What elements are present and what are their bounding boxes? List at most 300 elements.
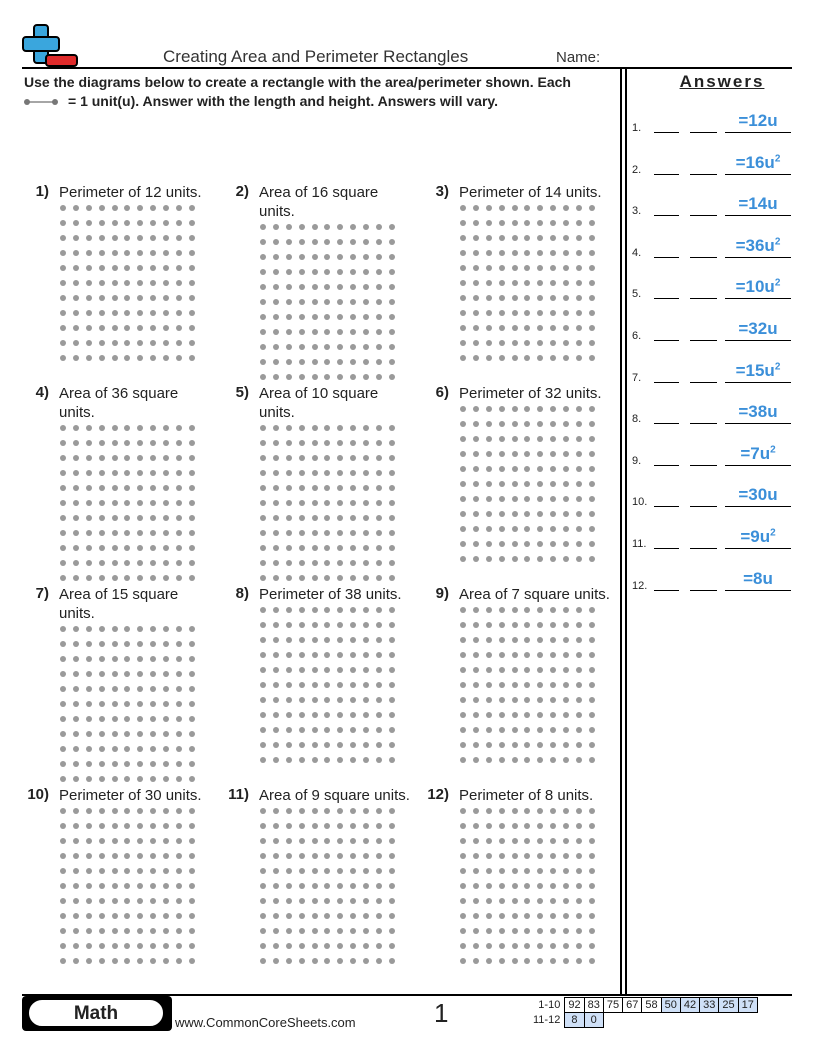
grid-dot[interactable] [460, 541, 466, 547]
grid-dot[interactable] [499, 355, 505, 361]
grid-dot[interactable] [363, 359, 369, 365]
grid-dot[interactable] [589, 295, 595, 301]
grid-dot[interactable] [60, 898, 66, 904]
grid-dot[interactable] [363, 329, 369, 335]
grid-dot[interactable] [537, 451, 543, 457]
grid-dot[interactable] [563, 682, 569, 688]
grid-dot[interactable] [589, 556, 595, 562]
grid-dot[interactable] [576, 808, 582, 814]
grid-dot[interactable] [312, 440, 318, 446]
grid-dot[interactable] [299, 470, 305, 476]
grid-dot[interactable] [286, 652, 292, 658]
grid-dot[interactable] [363, 500, 369, 506]
grid-dot[interactable] [299, 727, 305, 733]
grid-dot[interactable] [350, 500, 356, 506]
grid-dot[interactable] [124, 868, 130, 874]
grid-dot[interactable] [524, 853, 530, 859]
grid-dot[interactable] [389, 853, 395, 859]
grid-dot[interactable] [260, 485, 266, 491]
grid-dot[interactable] [550, 622, 556, 628]
grid-dot[interactable] [337, 808, 343, 814]
grid-dot[interactable] [286, 697, 292, 703]
grid-dot[interactable] [112, 656, 118, 662]
dot-grid[interactable] [460, 607, 595, 763]
grid-dot[interactable] [124, 853, 130, 859]
grid-dot[interactable] [99, 701, 105, 707]
grid-dot[interactable] [112, 671, 118, 677]
grid-dot[interactable] [124, 575, 130, 581]
grid-dot[interactable] [576, 205, 582, 211]
grid-dot[interactable] [99, 235, 105, 241]
grid-dot[interactable] [589, 682, 595, 688]
grid-dot[interactable] [60, 310, 66, 316]
grid-dot[interactable] [363, 823, 369, 829]
grid-dot[interactable] [363, 440, 369, 446]
grid-dot[interactable] [112, 545, 118, 551]
grid-dot[interactable] [563, 712, 569, 718]
grid-dot[interactable] [337, 485, 343, 491]
grid-dot[interactable] [473, 898, 479, 904]
grid-dot[interactable] [524, 868, 530, 874]
grid-dot[interactable] [73, 868, 79, 874]
grid-dot[interactable] [150, 455, 156, 461]
grid-dot[interactable] [73, 958, 79, 964]
grid-dot[interactable] [576, 943, 582, 949]
grid-dot[interactable] [176, 808, 182, 814]
grid-dot[interactable] [60, 716, 66, 722]
grid-dot[interactable] [299, 808, 305, 814]
grid-dot[interactable] [324, 440, 330, 446]
grid-dot[interactable] [389, 757, 395, 763]
grid-dot[interactable] [99, 250, 105, 256]
grid-dot[interactable] [176, 325, 182, 331]
grid-dot[interactable] [460, 853, 466, 859]
grid-dot[interactable] [537, 265, 543, 271]
grid-dot[interactable] [512, 943, 518, 949]
grid-dot[interactable] [73, 656, 79, 662]
grid-dot[interactable] [176, 656, 182, 662]
grid-dot[interactable] [537, 853, 543, 859]
grid-dot[interactable] [163, 220, 169, 226]
grid-dot[interactable] [86, 913, 92, 919]
grid-dot[interactable] [137, 958, 143, 964]
grid-dot[interactable] [350, 727, 356, 733]
answer-blank[interactable] [690, 298, 717, 299]
grid-dot[interactable] [324, 239, 330, 245]
grid-dot[interactable] [460, 838, 466, 844]
grid-dot[interactable] [499, 712, 505, 718]
grid-dot[interactable] [73, 701, 79, 707]
grid-dot[interactable] [299, 883, 305, 889]
grid-dot[interactable] [86, 823, 92, 829]
grid-dot[interactable] [60, 425, 66, 431]
grid-dot[interactable] [286, 500, 292, 506]
grid-dot[interactable] [389, 622, 395, 628]
grid-dot[interactable] [537, 727, 543, 733]
grid-dot[interactable] [260, 622, 266, 628]
grid-dot[interactable] [137, 530, 143, 536]
grid-dot[interactable] [389, 299, 395, 305]
grid-dot[interactable] [550, 421, 556, 427]
grid-dot[interactable] [260, 667, 266, 673]
grid-dot[interactable] [189, 325, 195, 331]
grid-dot[interactable] [260, 853, 266, 859]
grid-dot[interactable] [499, 928, 505, 934]
grid-dot[interactable] [589, 481, 595, 487]
grid-dot[interactable] [273, 652, 279, 658]
grid-dot[interactable] [563, 250, 569, 256]
grid-dot[interactable] [273, 530, 279, 536]
grid-dot[interactable] [299, 622, 305, 628]
grid-dot[interactable] [299, 485, 305, 491]
grid-dot[interactable] [376, 913, 382, 919]
grid-dot[interactable] [273, 470, 279, 476]
grid-dot[interactable] [499, 511, 505, 517]
grid-dot[interactable] [73, 898, 79, 904]
grid-dot[interactable] [163, 701, 169, 707]
grid-dot[interactable] [163, 470, 169, 476]
answer-blank[interactable] [654, 506, 679, 507]
grid-dot[interactable] [350, 958, 356, 964]
grid-dot[interactable] [73, 440, 79, 446]
grid-dot[interactable] [337, 224, 343, 230]
grid-dot[interactable] [589, 808, 595, 814]
grid-dot[interactable] [312, 485, 318, 491]
grid-dot[interactable] [376, 883, 382, 889]
grid-dot[interactable] [312, 682, 318, 688]
grid-dot[interactable] [499, 250, 505, 256]
grid-dot[interactable] [460, 295, 466, 301]
grid-dot[interactable] [99, 958, 105, 964]
grid-dot[interactable] [486, 406, 492, 412]
grid-dot[interactable] [337, 299, 343, 305]
grid-dot[interactable] [486, 541, 492, 547]
grid-dot[interactable] [273, 560, 279, 566]
grid-dot[interactable] [550, 883, 556, 889]
grid-dot[interactable] [486, 436, 492, 442]
grid-dot[interactable] [389, 575, 395, 581]
grid-dot[interactable] [273, 607, 279, 613]
grid-dot[interactable] [299, 928, 305, 934]
grid-dot[interactable] [363, 697, 369, 703]
grid-dot[interactable] [163, 310, 169, 316]
grid-dot[interactable] [376, 652, 382, 658]
grid-dot[interactable] [524, 280, 530, 286]
grid-dot[interactable] [576, 637, 582, 643]
grid-dot[interactable] [137, 686, 143, 692]
grid-dot[interactable] [73, 250, 79, 256]
grid-dot[interactable] [337, 898, 343, 904]
grid-dot[interactable] [312, 958, 318, 964]
grid-dot[interactable] [324, 545, 330, 551]
grid-dot[interactable] [363, 455, 369, 461]
grid-dot[interactable] [499, 466, 505, 472]
grid-dot[interactable] [112, 928, 118, 934]
grid-dot[interactable] [363, 607, 369, 613]
grid-dot[interactable] [286, 928, 292, 934]
grid-dot[interactable] [73, 575, 79, 581]
grid-dot[interactable] [486, 511, 492, 517]
grid-dot[interactable] [337, 374, 343, 380]
grid-dot[interactable] [460, 451, 466, 457]
grid-dot[interactable] [86, 355, 92, 361]
grid-dot[interactable] [524, 943, 530, 949]
grid-dot[interactable] [99, 220, 105, 226]
grid-dot[interactable] [189, 701, 195, 707]
grid-dot[interactable] [73, 205, 79, 211]
grid-dot[interactable] [150, 340, 156, 346]
grid-dot[interactable] [150, 823, 156, 829]
grid-dot[interactable] [550, 541, 556, 547]
grid-dot[interactable] [460, 712, 466, 718]
grid-dot[interactable] [486, 295, 492, 301]
grid-dot[interactable] [312, 742, 318, 748]
grid-dot[interactable] [524, 898, 530, 904]
grid-dot[interactable] [337, 500, 343, 506]
grid-dot[interactable] [273, 500, 279, 506]
grid-dot[interactable] [337, 560, 343, 566]
grid-dot[interactable] [137, 716, 143, 722]
grid-dot[interactable] [512, 652, 518, 658]
grid-dot[interactable] [337, 697, 343, 703]
grid-dot[interactable] [112, 470, 118, 476]
grid-dot[interactable] [189, 671, 195, 677]
grid-dot[interactable] [124, 626, 130, 632]
grid-dot[interactable] [550, 928, 556, 934]
grid-dot[interactable] [73, 761, 79, 767]
grid-dot[interactable] [163, 280, 169, 286]
grid-dot[interactable] [537, 898, 543, 904]
grid-dot[interactable] [60, 355, 66, 361]
grid-dot[interactable] [376, 485, 382, 491]
grid-dot[interactable] [376, 607, 382, 613]
grid-dot[interactable] [124, 220, 130, 226]
grid-dot[interactable] [260, 652, 266, 658]
grid-dot[interactable] [537, 958, 543, 964]
grid-dot[interactable] [473, 883, 479, 889]
grid-dot[interactable] [324, 853, 330, 859]
grid-dot[interactable] [163, 626, 169, 632]
grid-dot[interactable] [124, 515, 130, 521]
grid-dot[interactable] [537, 406, 543, 412]
grid-dot[interactable] [337, 254, 343, 260]
grid-dot[interactable] [376, 545, 382, 551]
grid-dot[interactable] [286, 913, 292, 919]
grid-dot[interactable] [260, 500, 266, 506]
grid-dot[interactable] [312, 757, 318, 763]
grid-dot[interactable] [512, 823, 518, 829]
grid-dot[interactable] [273, 254, 279, 260]
grid-dot[interactable] [524, 883, 530, 889]
grid-dot[interactable] [486, 451, 492, 457]
grid-dot[interactable] [363, 808, 369, 814]
grid-dot[interactable] [73, 500, 79, 506]
grid-dot[interactable] [350, 898, 356, 904]
grid-dot[interactable] [589, 355, 595, 361]
grid-dot[interactable] [176, 761, 182, 767]
grid-dot[interactable] [86, 776, 92, 782]
grid-dot[interactable] [576, 913, 582, 919]
grid-dot[interactable] [260, 958, 266, 964]
grid-dot[interactable] [460, 607, 466, 613]
grid-dot[interactable] [350, 269, 356, 275]
grid-dot[interactable] [73, 545, 79, 551]
grid-dot[interactable] [363, 652, 369, 658]
grid-dot[interactable] [537, 667, 543, 673]
grid-dot[interactable] [537, 697, 543, 703]
grid-dot[interactable] [499, 541, 505, 547]
grid-dot[interactable] [99, 500, 105, 506]
answer-blank[interactable] [654, 257, 679, 258]
grid-dot[interactable] [337, 359, 343, 365]
grid-dot[interactable] [337, 853, 343, 859]
grid-dot[interactable] [389, 425, 395, 431]
grid-dot[interactable] [324, 575, 330, 581]
grid-dot[interactable] [589, 526, 595, 532]
grid-dot[interactable] [112, 280, 118, 286]
answer-blank[interactable] [690, 174, 717, 175]
grid-dot[interactable] [537, 913, 543, 919]
grid-dot[interactable] [86, 746, 92, 752]
grid-dot[interactable] [550, 310, 556, 316]
grid-dot[interactable] [350, 374, 356, 380]
grid-dot[interactable] [312, 224, 318, 230]
grid-dot[interactable] [589, 913, 595, 919]
grid-dot[interactable] [563, 310, 569, 316]
grid-dot[interactable] [376, 359, 382, 365]
grid-dot[interactable] [99, 626, 105, 632]
grid-dot[interactable] [524, 838, 530, 844]
grid-dot[interactable] [112, 515, 118, 521]
grid-dot[interactable] [350, 224, 356, 230]
grid-dot[interactable] [299, 652, 305, 658]
grid-dot[interactable] [473, 511, 479, 517]
grid-dot[interactable] [576, 265, 582, 271]
grid-dot[interactable] [99, 455, 105, 461]
grid-dot[interactable] [260, 637, 266, 643]
grid-dot[interactable] [550, 742, 556, 748]
grid-dot[interactable] [324, 667, 330, 673]
grid-dot[interactable] [337, 682, 343, 688]
grid-dot[interactable] [473, 682, 479, 688]
grid-dot[interactable] [460, 667, 466, 673]
grid-dot[interactable] [589, 496, 595, 502]
grid-dot[interactable] [86, 425, 92, 431]
grid-dot[interactable] [189, 808, 195, 814]
grid-dot[interactable] [163, 671, 169, 677]
grid-dot[interactable] [324, 943, 330, 949]
grid-dot[interactable] [550, 325, 556, 331]
grid-dot[interactable] [189, 641, 195, 647]
answer-blank[interactable] [690, 132, 717, 133]
grid-dot[interactable] [163, 943, 169, 949]
grid-dot[interactable] [537, 838, 543, 844]
grid-dot[interactable] [337, 883, 343, 889]
grid-dot[interactable] [512, 556, 518, 562]
grid-dot[interactable] [473, 325, 479, 331]
grid-dot[interactable] [499, 556, 505, 562]
grid-dot[interactable] [576, 310, 582, 316]
dot-grid[interactable] [460, 205, 595, 361]
grid-dot[interactable] [324, 515, 330, 521]
dot-grid[interactable] [60, 808, 195, 964]
grid-dot[interactable] [112, 913, 118, 919]
grid-dot[interactable] [537, 808, 543, 814]
grid-dot[interactable] [60, 470, 66, 476]
grid-dot[interactable] [324, 652, 330, 658]
grid-dot[interactable] [337, 637, 343, 643]
grid-dot[interactable] [137, 575, 143, 581]
grid-dot[interactable] [460, 526, 466, 532]
grid-dot[interactable] [324, 359, 330, 365]
grid-dot[interactable] [589, 280, 595, 286]
grid-dot[interactable] [589, 235, 595, 241]
grid-dot[interactable] [389, 254, 395, 260]
grid-dot[interactable] [363, 682, 369, 688]
grid-dot[interactable] [499, 622, 505, 628]
grid-dot[interactable] [537, 823, 543, 829]
grid-dot[interactable] [499, 481, 505, 487]
grid-dot[interactable] [589, 250, 595, 256]
grid-dot[interactable] [337, 344, 343, 350]
grid-dot[interactable] [486, 667, 492, 673]
grid-dot[interactable] [124, 808, 130, 814]
grid-dot[interactable] [312, 712, 318, 718]
grid-dot[interactable] [512, 250, 518, 256]
answer-blank[interactable] [654, 590, 679, 591]
grid-dot[interactable] [563, 838, 569, 844]
grid-dot[interactable] [337, 440, 343, 446]
grid-dot[interactable] [337, 269, 343, 275]
grid-dot[interactable] [363, 254, 369, 260]
grid-dot[interactable] [273, 808, 279, 814]
grid-dot[interactable] [324, 913, 330, 919]
grid-dot[interactable] [512, 742, 518, 748]
grid-dot[interactable] [124, 913, 130, 919]
grid-dot[interactable] [189, 235, 195, 241]
grid-dot[interactable] [376, 515, 382, 521]
answer-blank[interactable] [690, 257, 717, 258]
grid-dot[interactable] [273, 823, 279, 829]
grid-dot[interactable] [324, 344, 330, 350]
grid-dot[interactable] [137, 626, 143, 632]
grid-dot[interactable] [537, 757, 543, 763]
grid-dot[interactable] [273, 868, 279, 874]
grid-dot[interactable] [273, 838, 279, 844]
grid-dot[interactable] [589, 622, 595, 628]
grid-dot[interactable] [99, 853, 105, 859]
grid-dot[interactable] [163, 485, 169, 491]
grid-dot[interactable] [563, 466, 569, 472]
grid-dot[interactable] [189, 455, 195, 461]
grid-dot[interactable] [324, 868, 330, 874]
grid-dot[interactable] [137, 746, 143, 752]
grid-dot[interactable] [137, 500, 143, 506]
grid-dot[interactable] [550, 652, 556, 658]
grid-dot[interactable] [73, 671, 79, 677]
grid-dot[interactable] [86, 310, 92, 316]
grid-dot[interactable] [273, 697, 279, 703]
grid-dot[interactable] [137, 776, 143, 782]
grid-dot[interactable] [499, 667, 505, 673]
grid-dot[interactable] [312, 823, 318, 829]
grid-dot[interactable] [337, 943, 343, 949]
grid-dot[interactable] [73, 716, 79, 722]
grid-dot[interactable] [337, 284, 343, 290]
grid-dot[interactable] [324, 607, 330, 613]
grid-dot[interactable] [150, 265, 156, 271]
grid-dot[interactable] [299, 913, 305, 919]
